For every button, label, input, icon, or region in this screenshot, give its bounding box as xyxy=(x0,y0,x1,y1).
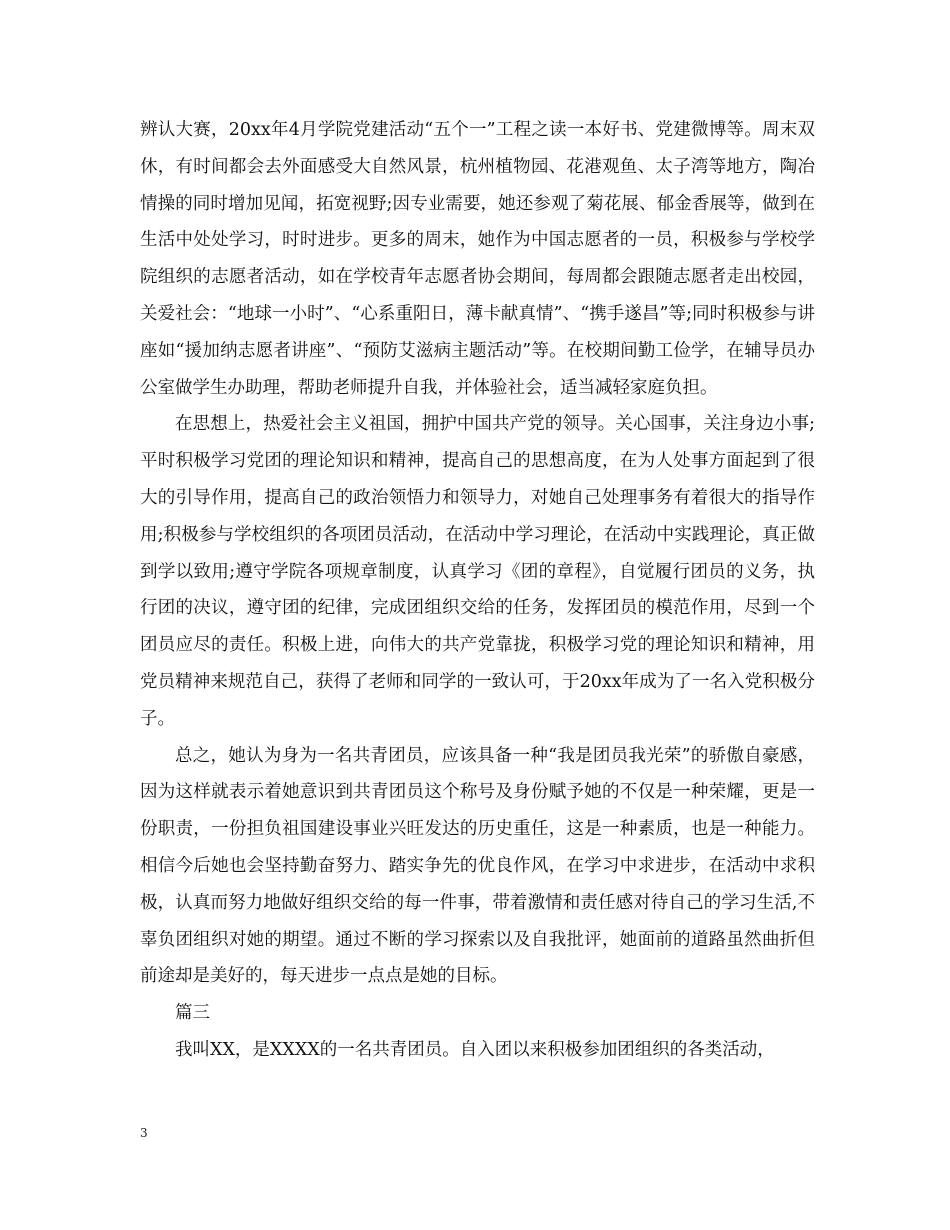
page-number: 3 xyxy=(140,1126,148,1140)
document-body xyxy=(140,112,815,1069)
paragraph-1: 辨认大赛，20xx年4月学院党建活动“五个一”工程之读一本好书、党建微博等。周末双休，有时间都会去外面感受大自然风景，杭州植物园、花港观鱼、太子湾等地方，陶冶情操的同时增加见闻，拓宽视野;因专业需要，她还参观了菊花展、郁金香展等，做到在生活中处处学习，时时进步。更多的周末，她作为中国志愿者的一员，积极参与学校学院组织的志愿者活动，如在学校青年志愿者协会期间，每周都会跟随志愿者走出校园，关爱社会：“地球一小时”、“心系重阳日，薄卡献真情”、“携手遂昌”等;同时积极参与讲座如“援加纳志愿者讲座”、“预防艾滋病主题活动”等。在校期间勤工俭学，在辅导员办公室做学生办助理，帮助老师提升自我，并体验社会，适当减轻家庭负担。 xyxy=(140,120,815,398)
paragraph-4: 我叫XX，是XXXX的一名共青团员。自入团以来积极参加团组织的各类活动， xyxy=(175,1039,775,1060)
paragraph-3: 总之，她认为身为一名共青团员，应该具备一种“我是团员我光荣”的骄傲自豪感，因为这样就表示着她意识到共青团员这个称号及身份赋予她的不仅是一种荣耀，更是一份职责，一份担负祖国建设事业兴旺发达的历史重任，这是一种素质，也是一种能力。相信今后她也会坚持勤奋努力、踏实争先的优良作风，在学习中求进步，在活动中求积极，认真而努力地做好组织交给的每一件事，带着激情和责任感对待自己的学习生活,不辜负团组织对她的期望。通过不断的学习探索以及自我批评，她面前的道路虽然曲折但前途却是美好的，每天进步一点点是她的目标。 xyxy=(140,745,815,987)
section-heading: 篇三 xyxy=(175,1003,210,1024)
paragraph-2: 在思想上，热爱社会主义祖国，拥护中国共产党的领导。关心国事，关注身边小事;平时积极学习党团的理论知识和精神，提高自己的思想高度，在为人处事方面起到了很大的引导作用，提高自己的政治领悟力和领导力，对她自己处理事务有着很大的指导作用;积极参与学校组织的各项团员活动，在活动中学习理论，在活动中实践理论，真正做到学以致用;遵守学院各项规章制度，认真学习《团的章程》，自觉履行团员的义务，执行团的决议，遵守团的纪律，完成团组织交给的任务，发挥团员的模范作用，尽到一个团员应尽的责任。积极上进，向伟大的共产党靠拢，积极学习党的理论知识和精神，用党员精神来规范自己，获得了老师和同学的一致认可，于20xx年成为了一名入党积极分子。 xyxy=(140,414,815,729)
